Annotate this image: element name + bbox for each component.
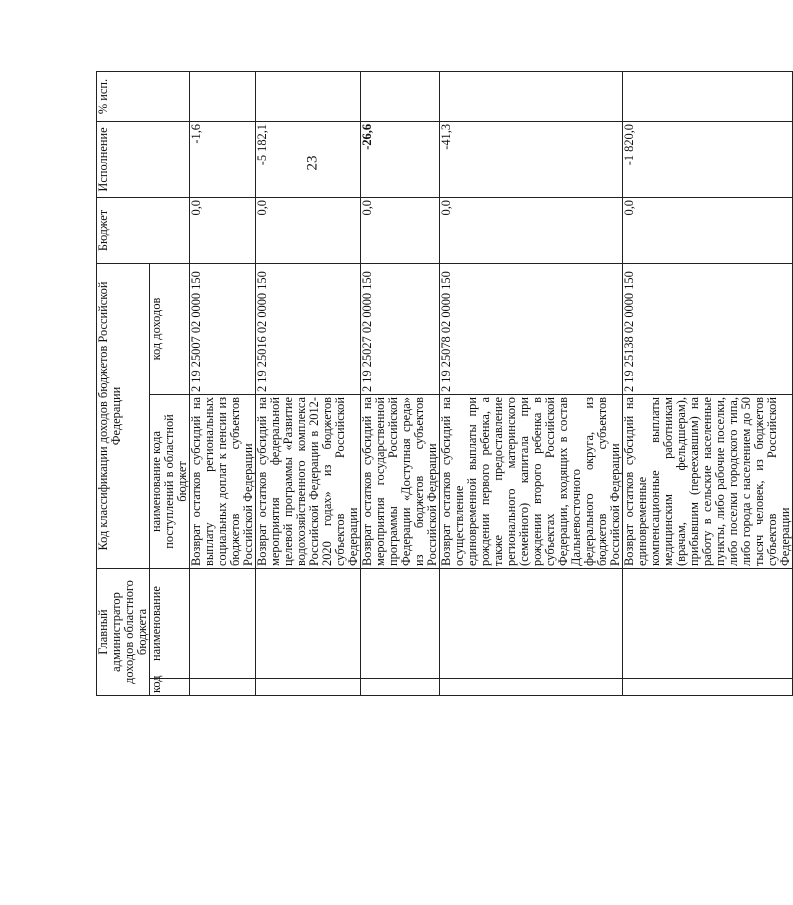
row-percent [256,71,361,121]
row-percent [623,71,793,121]
row-execution: -41,3 [440,121,623,197]
table-row [256,71,361,695]
admin-code-cell [361,679,440,696]
rotated-table-container [96,72,792,696]
row-name: Возврат остатков субсидий на единовременные компенсационные выплаты медицинским работникам (врачам, фельдшерам), прибывшим (переехавшим) на работу в сельские населенные пункты, либо рабочие поселки, либо поселки городского типа, либо города с населением до 50 тысяч человек, из бюджетов субъектов Российской Федерации [623,395,793,569]
page-number: 23 [304,155,321,171]
admin-name-cell [256,569,361,679]
row-budget: 0,0 [440,197,623,263]
admin-code-cell [256,679,361,696]
table-row [623,71,793,695]
table-row [361,71,440,695]
row-budget: 0,0 [190,197,256,263]
row-code: 2 19 25007 02 0000 150 [190,263,256,394]
row-name: Возврат остатков субсидий на мероприятия федеральной целевой программы «Развитие водохозяйственного комплекса Российской Федерации в 2012-2020 годах» из бюджетов субъектов Российской Федерации [256,395,361,569]
admin-name-cell [361,569,440,679]
admin-name-cell [623,569,793,679]
row-code: 2 19 25016 02 0000 150 [256,263,361,394]
header-admin-name: наименование [150,569,190,679]
header-class-code: код доходов [150,263,190,394]
admin-name-cell [190,569,256,679]
row-name: Возврат остатков субсидий на мероприятия государственной программы Российской Федерации «Доступная среда» из бюджетов субъектов Российской Федерации [361,395,440,569]
table-row [440,71,623,695]
row-budget: 0,0 [256,197,361,263]
row-percent [361,71,440,121]
admin-code-cell [623,679,793,696]
row-code: 2 19 25078 02 0000 150 [440,263,623,394]
header-admin-code: код [150,679,190,696]
row-budget: 0,0 [361,197,440,263]
row-code: 2 19 25027 02 0000 150 [361,263,440,394]
row-percent [190,71,256,121]
admin-name-cell [440,569,623,679]
header-classification-group: Код классификации доходов бюджетов Российской Федерации [97,263,150,568]
header-row-1 [97,71,150,695]
header-class-name: наименование кода поступлений в областной бюджет [150,395,190,569]
header-admin-group: Главный администратор доходов областного бюджета [97,569,150,696]
row-execution: -5 182,1 [256,121,361,197]
admin-code-cell [440,679,623,696]
row-execution: -1,6 [190,121,256,197]
row-code: 2 19 25138 02 0000 150 [623,263,793,394]
row-execution: -1 820,0 [623,121,793,197]
row-execution: -26,6 [361,121,440,197]
header-budget: Бюджет [97,197,190,263]
row-name: Возврат остатков субсидий на выплату региональных социальных доплат к пенсии из бюджетов субъектов Российской Федерации [190,395,256,569]
row-percent [440,71,623,121]
row-budget: 0,0 [623,197,793,263]
admin-code-cell [190,679,256,696]
header-percent: % исп. [97,71,190,121]
row-name: Возврат остатков субсидий на осуществление единовременной выплаты при рождении первого ребенка, а также предоставление регионального материнского (семейного) капитала при рождении второго ребенка в субъектах Российской Федерации, входящих в состав Дальневосточного федерального округа, из бюджетов субъектов Российской Федерации [440,395,623,569]
table-row [190,71,256,695]
revenue-table [96,71,793,696]
header-execution: Исполнение [97,121,190,197]
